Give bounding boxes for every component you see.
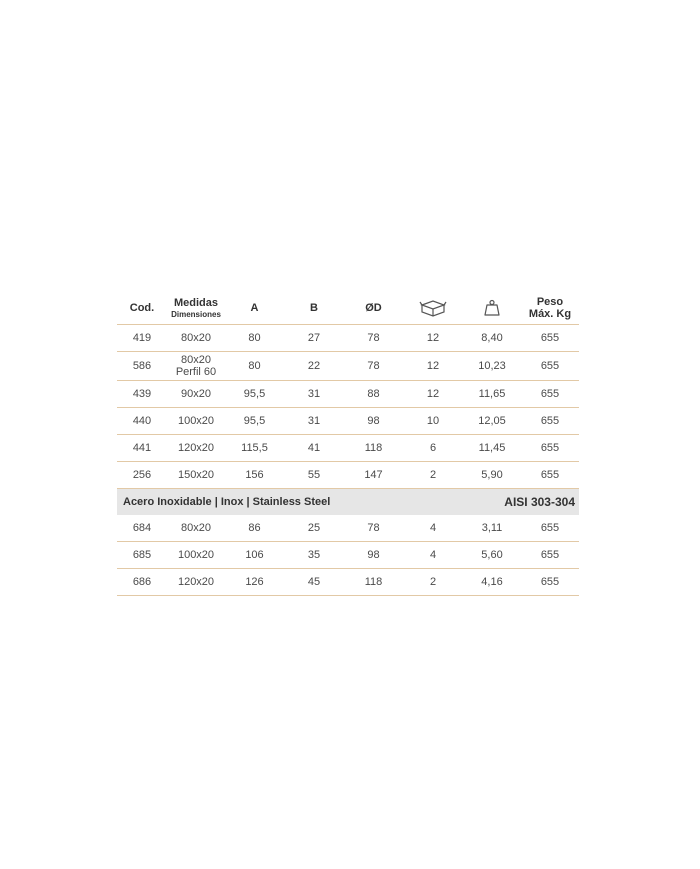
cell-a: 80 xyxy=(225,352,284,381)
cell-weight: 11,65 xyxy=(463,381,521,408)
cell-weight: 8,40 xyxy=(463,325,521,352)
section-grade: AISI 303-304 xyxy=(403,489,579,516)
cell-peso: 655 xyxy=(521,325,579,352)
cell-a: 106 xyxy=(225,542,284,569)
header-cod: Cod. xyxy=(117,292,167,325)
table-row xyxy=(117,435,579,462)
cell-peso: 655 xyxy=(521,381,579,408)
cell-b: 55 xyxy=(284,462,344,489)
cell-dimension-line1: 80x20 xyxy=(181,354,211,366)
cell-dimension: 80x20 xyxy=(167,325,225,352)
cell-od: 98 xyxy=(344,542,403,569)
header-peso xyxy=(521,292,579,325)
cell-cod: 586 xyxy=(117,352,167,381)
header-od: ØD xyxy=(344,292,403,325)
header-weight xyxy=(463,292,521,325)
cell-od: 98 xyxy=(344,408,403,435)
cell-a: 95,5 xyxy=(225,408,284,435)
header-medidas-label: Medidas xyxy=(173,297,218,309)
cell-a: 80 xyxy=(225,325,284,352)
cell-box: 12 xyxy=(403,381,463,408)
cell-cod: 686 xyxy=(117,569,167,596)
cell-cod: 685 xyxy=(117,542,167,569)
header-max-kg-label: Máx. Kg xyxy=(528,308,572,320)
cell-b: 31 xyxy=(284,408,344,435)
cell-weight: 4,16 xyxy=(463,569,521,596)
cell-weight: 5,60 xyxy=(463,542,521,569)
cell-cod: 439 xyxy=(117,381,167,408)
cell-b: 35 xyxy=(284,542,344,569)
cell-weight: 12,05 xyxy=(463,408,521,435)
header-medidas xyxy=(167,292,225,325)
header-box xyxy=(403,292,463,325)
cell-dimension: 100x20 xyxy=(167,542,225,569)
cell-box: 4 xyxy=(403,542,463,569)
cell-a: 86 xyxy=(225,515,284,542)
product-spec-table xyxy=(117,292,579,596)
table-row xyxy=(117,569,579,596)
cell-box: 2 xyxy=(403,462,463,489)
cell-od: 118 xyxy=(344,435,403,462)
cell-dimension-line2: Perfil 60 xyxy=(175,366,217,378)
cell-box: 2 xyxy=(403,569,463,596)
cell-box: 4 xyxy=(403,515,463,542)
product-table-container xyxy=(117,292,579,596)
cell-peso: 655 xyxy=(521,435,579,462)
cell-weight: 3,11 xyxy=(463,515,521,542)
cell-weight: 11,45 xyxy=(463,435,521,462)
cell-peso: 655 xyxy=(521,352,579,381)
cell-a: 115,5 xyxy=(225,435,284,462)
cell-box: 12 xyxy=(403,325,463,352)
table-row xyxy=(117,381,579,408)
cell-peso: 655 xyxy=(521,515,579,542)
cell-b: 22 xyxy=(284,352,344,381)
cell-cod: 684 xyxy=(117,515,167,542)
section-row-stainless-steel xyxy=(117,489,579,516)
cell-b: 41 xyxy=(284,435,344,462)
header-a: A xyxy=(225,292,284,325)
cell-b: 31 xyxy=(284,381,344,408)
cell-od: 147 xyxy=(344,462,403,489)
table-header-row xyxy=(117,292,579,325)
cell-dimension: 100x20 xyxy=(167,408,225,435)
cell-weight: 5,90 xyxy=(463,462,521,489)
cell-od: 78 xyxy=(344,515,403,542)
cell-b: 27 xyxy=(284,325,344,352)
cell-dimension: 150x20 xyxy=(167,462,225,489)
cell-dimension: 90x20 xyxy=(167,381,225,408)
cell-cod: 440 xyxy=(117,408,167,435)
table-row xyxy=(117,325,579,352)
cell-a: 156 xyxy=(225,462,284,489)
cell-peso: 655 xyxy=(521,462,579,489)
cell-dimension: 120x20 xyxy=(167,569,225,596)
table-row xyxy=(117,352,579,381)
weight-icon xyxy=(483,299,501,317)
cell-dimension xyxy=(167,352,225,381)
box-icon xyxy=(419,299,447,317)
cell-od: 88 xyxy=(344,381,403,408)
table-row xyxy=(117,462,579,489)
cell-box: 12 xyxy=(403,352,463,381)
cell-od: 118 xyxy=(344,569,403,596)
table-row xyxy=(117,408,579,435)
cell-box: 6 xyxy=(403,435,463,462)
header-b: B xyxy=(284,292,344,325)
table-row xyxy=(117,542,579,569)
cell-od: 78 xyxy=(344,325,403,352)
cell-box: 10 xyxy=(403,408,463,435)
cell-a: 126 xyxy=(225,569,284,596)
cell-od: 78 xyxy=(344,352,403,381)
header-peso-label: Peso xyxy=(536,296,564,308)
cell-peso: 655 xyxy=(521,569,579,596)
cell-dimension: 120x20 xyxy=(167,435,225,462)
cell-weight: 10,23 xyxy=(463,352,521,381)
header-dimensiones-label: Dimensiones xyxy=(171,310,221,319)
cell-cod: 419 xyxy=(117,325,167,352)
table-row xyxy=(117,515,579,542)
cell-cod: 256 xyxy=(117,462,167,489)
cell-dimension: 80x20 xyxy=(167,515,225,542)
section-title: Acero Inoxidable | Inox | Stainless Steel xyxy=(117,489,403,516)
cell-a: 95,5 xyxy=(225,381,284,408)
cell-cod: 441 xyxy=(117,435,167,462)
cell-peso: 655 xyxy=(521,542,579,569)
cell-b: 45 xyxy=(284,569,344,596)
cell-b: 25 xyxy=(284,515,344,542)
cell-peso: 655 xyxy=(521,408,579,435)
